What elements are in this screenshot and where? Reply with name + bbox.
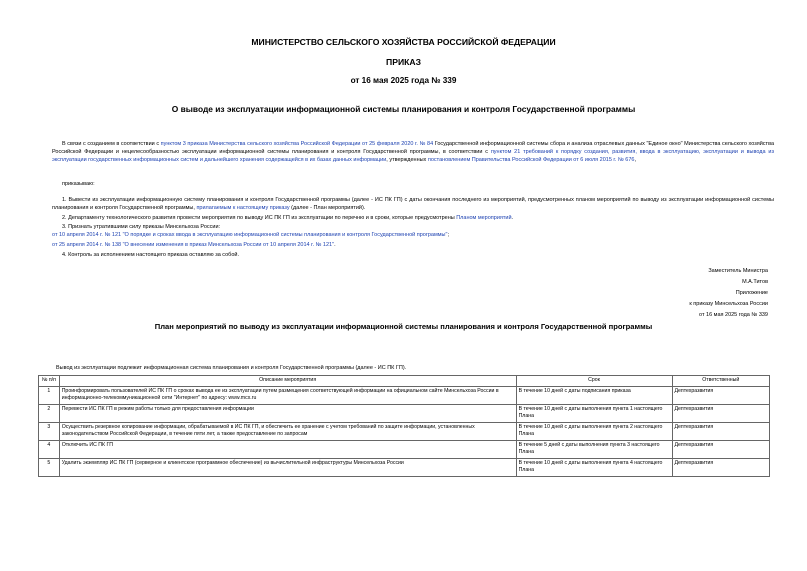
row-num: 5 — [39, 458, 60, 476]
row-desc: Перевести ИС ПК ГП в режим работы только для предоставления информации — [59, 404, 516, 422]
plan-title: План мероприятий по выводу из эксплуатации информационной системы планирования и контроля Государственной программы — [154, 322, 653, 331]
preamble-paragraph — [52, 140, 774, 164]
plan-table — [38, 375, 770, 477]
row-num: 1 — [39, 386, 60, 404]
item-2-text-b: . — [511, 215, 514, 221]
order-title: О выводе из эксплуатации информационной системы планирования и контроля Государственной программы — [171, 104, 636, 114]
date-number-heading: от 16 мая 2025 года № 339 — [350, 76, 457, 85]
row-desc: Отключить ИС ПК ГП — [59, 440, 516, 458]
order-word: приказываю: — [62, 181, 95, 187]
link-requirements-p21[interactable]: пунктом 21 требований к порядку создания, развития, ввода в эксплуатацию, эксплуатации и вывода из эксплуатации государственных информационных систем и дальнейшего хранения содержащейся в их базах данных информации — [52, 149, 774, 163]
row-term: В течение 10 дней с даты выполнения пункта 2 настоящего Плана — [516, 422, 672, 440]
plan-table-header-row — [39, 376, 770, 387]
plan-intro: Вывод из эксплуатации подлежит информационная система планирования и контроля Государственной программы (далее - ИС ПК ГП). — [56, 365, 407, 371]
link-annex-plan[interactable]: прилагаемым к настоящему приказу — [196, 205, 290, 211]
row-desc: Проинформировать пользователей ИС ПК ГП о сроках вывода ее из эксплуатации путем размещения соответствующей информации на официальном сайте Минсельхоза России в информационно-телекоммуникационной сети "Интернет" по адресу: www.mcx.ru — [59, 386, 516, 404]
item-2 — [52, 214, 784, 222]
item-4: 4. Контроль за исполнением настоящего приказа оставляю за собой. — [62, 252, 239, 258]
item-1-text-b: (далее - План мероприятий). — [289, 205, 366, 211]
col-header-num: № п/п — [39, 376, 60, 387]
col-header-term: Срок — [516, 376, 672, 387]
row-resp: Дептехразвития — [672, 458, 769, 476]
signer-position: Заместитель Министра — [708, 268, 768, 274]
link-order-121[interactable]: от 10 апреля 2014 г. № 121 "О порядке и сроках ввода в эксплуатацию информационной системы планирования и контроля Государственной программы" — [52, 232, 448, 238]
item-3-entry-2-tail: . — [334, 242, 336, 248]
link-order-138[interactable]: от 25 апреля 2014 г. № 138 "О внесении изменения в приказ Минсельхоза России от 10 апреля 2014 г. № 121" — [52, 242, 335, 248]
signer-name: М.А.Титов — [742, 279, 768, 285]
appendix-date: от 16 мая 2025 года № 339 — [699, 312, 768, 318]
row-resp: Дептехразвития — [672, 440, 769, 458]
col-header-resp: Ответственный — [672, 376, 769, 387]
item-2-text-a: 2. Департаменту технологического развития провести мероприятия по выводу ИС ПК ГП из эксплуатации по перечню и в сроки, которые предусмотрены — [62, 215, 457, 221]
item-3: 3. Признать утратившими силу приказы Минсельхоза России: — [62, 224, 221, 230]
row-resp: Дептехразвития — [672, 386, 769, 404]
row-desc: Осуществить резервное копирование информации, обрабатываемой в ИС ПК ГП, и обеспечить ее хранение с учетом требований по защите информации, установленных законодательством Российской Федерации, в течение пяти лет, а также предоставление по запросам — [59, 422, 516, 440]
col-header-desc: Описание мероприятия — [59, 376, 516, 387]
item-3-entry-1-tail: ; — [447, 232, 449, 238]
ministry-heading: МИНИСТЕРСТВО СЕЛЬСКОГО ХОЗЯЙСТВА РОССИЙСКОЙ ФЕДЕРАЦИИ — [251, 37, 556, 47]
preamble-text-2: Государственной информационной системы сбора и анализа отраслевых данных "Единое окно" Министерства сельского хозяйства Российской Федерации и нецелесообразностью эксплуатации информационной системы планирования и контроля Государственной программы, в соответствии с — [52, 141, 774, 155]
row-resp: Дептехразвития — [672, 404, 769, 422]
table-row — [39, 440, 770, 458]
row-num: 3 — [39, 422, 60, 440]
item-1 — [52, 196, 774, 212]
item-1-text-a: 1. Вывести из эксплуатации информационную систему планирования и контроля Государственной программы (далее - ИС ПК ГП) с даты окончания последнего из мероприятий, предусмотренных планом мероприятий по выводу из эксплуатации информационной системы планирования и контроля Государственной программы, — [52, 197, 774, 211]
table-row — [39, 458, 770, 476]
item-3-entry-2 — [52, 241, 774, 249]
link-order-84[interactable]: пунктом 3 приказа Министерства сельского хозяйства Российской Федерации от 25 февраля 2020 г. № 84 — [160, 141, 434, 147]
row-num: 2 — [39, 404, 60, 422]
row-term: В течение 10 дней с даты выполнения пункта 1 настоящего Плана — [516, 404, 672, 422]
table-row — [39, 404, 770, 422]
appendix-label: Приложение — [735, 290, 768, 296]
row-desc: Удалить экземпляр ИС ПК ГП (серверное и клиентское программное обеспечение) из вычислительной инфраструктуры Минсельхоза России — [59, 458, 516, 476]
preamble-text-1: В связи с созданием в соответствии с — [62, 141, 161, 147]
row-term: В течение 10 дней с даты подписания приказа — [516, 386, 672, 404]
row-term: В течение 10 дней с даты выполнения пункта 4 настоящего Плана — [516, 458, 672, 476]
row-num: 4 — [39, 440, 60, 458]
item-3-entry-1 — [52, 231, 774, 239]
preamble-text-4: , — [634, 157, 636, 163]
row-resp: Дептехразвития — [672, 422, 769, 440]
signature-block — [689, 266, 768, 321]
table-row — [39, 422, 770, 440]
row-term: В течение 5 дней с даты выполнения пункта 3 настоящего Плана — [516, 440, 672, 458]
link-plan-of-measures[interactable]: Планом мероприятий — [456, 215, 512, 221]
appendix-to-order: к приказу Минсельхоза России — [689, 301, 768, 307]
link-resolution-676[interactable]: постановлением Правительства Российской Федерации от 6 июля 2015 г. № 676 — [427, 157, 635, 163]
table-row — [39, 386, 770, 404]
preamble-text-3: , утвержденных — [386, 157, 428, 163]
doc-type-heading: ПРИКАЗ — [386, 57, 421, 67]
